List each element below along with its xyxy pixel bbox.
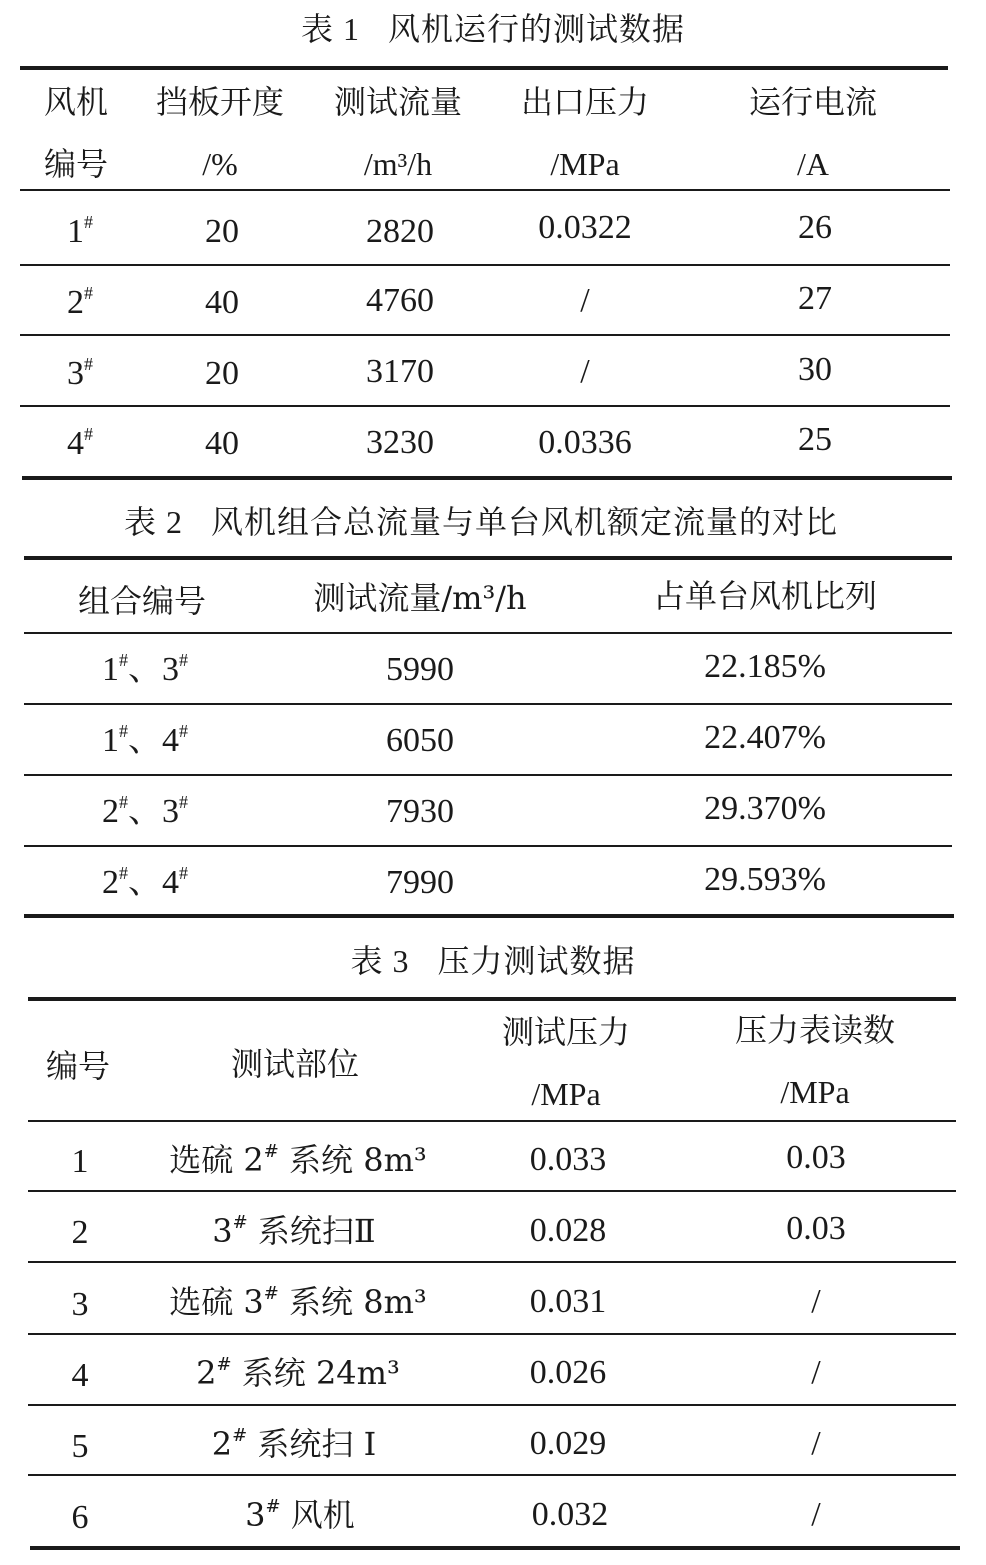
table2-row1-flow: 5990 xyxy=(386,651,454,688)
table1-row4-pressure: 0.0336 xyxy=(538,424,632,461)
table3-row2-gauge: 0.03 xyxy=(786,1210,846,1247)
table1-caption-title: 风机运行的测试数据 xyxy=(388,10,686,48)
table1-header-2-line2: /% xyxy=(202,146,238,182)
table1-row1-flow: 2820 xyxy=(366,213,434,250)
table1-header-5-line1: 运行电流 xyxy=(748,83,878,121)
table3-row2-no: 2 xyxy=(71,1214,89,1251)
table3-row2-test-pressure: 0.028 xyxy=(529,1212,607,1249)
table2-bottom-rule xyxy=(24,914,954,918)
table1-header-1-line2: 编号 xyxy=(43,145,109,183)
table3-row-rule xyxy=(28,1261,956,1263)
table3-row4-location: 2# 系统 24m³ xyxy=(196,1354,400,1392)
table2-row1-ratio: 22.185% xyxy=(704,648,826,685)
table3-row1-no: 1 xyxy=(71,1143,89,1180)
table1-caption-number: 表 1 xyxy=(300,11,360,47)
table1-row3-damper: 20 xyxy=(205,355,239,392)
table3-row5-gauge: / xyxy=(811,1425,821,1462)
table2-row3-combo: 2#、3# xyxy=(102,792,188,830)
table1-row1-pressure: 0.0322 xyxy=(538,209,632,246)
table3-row3-gauge: / xyxy=(811,1283,821,1320)
table3-top-rule xyxy=(28,997,956,1001)
table3-row1-test-pressure: 0.033 xyxy=(529,1141,607,1178)
table1-header-4-line2: /MPa xyxy=(550,146,620,182)
table2-row3-ratio: 29.370% xyxy=(704,790,826,827)
table3-row-rule xyxy=(28,1474,956,1476)
table1-row1-current: 26 xyxy=(798,209,832,246)
table3-header-gauge-line1: 压力表读数 xyxy=(734,1011,896,1049)
table3-row6-location: 3# 风机 xyxy=(245,1496,355,1534)
table2-header-flow: 测试流量/m³/h xyxy=(313,579,527,617)
table3-header-test-pressure-line1: 测试压力 xyxy=(501,1013,631,1051)
table2-row-rule xyxy=(24,703,952,705)
table1-row2-current: 27 xyxy=(798,280,832,317)
table2-caption xyxy=(0,497,974,543)
table3-row5-test-pressure: 0.029 xyxy=(529,1425,607,1462)
table3-row1-location: 选硫 2# 系统 8m³ xyxy=(169,1141,427,1179)
table2-row-rule xyxy=(24,774,952,776)
table3-row6-no: 6 xyxy=(71,1499,89,1536)
table1-header-2-line1: 挡板开度 xyxy=(155,83,285,121)
table1-header-5-line2: /A xyxy=(797,146,829,182)
table1-row-rule xyxy=(20,264,950,266)
table3-row3-location: 选硫 3# 系统 8m³ xyxy=(169,1283,427,1321)
table3-header-no: 编号 xyxy=(45,1047,111,1085)
table2-header-combo: 组合编号 xyxy=(77,582,207,620)
table3-row5-location: 2# 系统扫 I xyxy=(211,1425,377,1463)
table3-header-location: 测试部位 xyxy=(230,1045,360,1083)
table1-row4-id: 4# xyxy=(67,424,93,462)
table3-caption xyxy=(0,936,986,982)
table1-row4-current: 25 xyxy=(798,421,832,458)
table2-row2-combo: 1#、4# xyxy=(102,721,188,759)
table3-header-gauge-line2: /MPa xyxy=(780,1074,850,1110)
table2-row1-combo: 1#、3# xyxy=(102,650,188,688)
table1-row3-flow: 3170 xyxy=(366,353,434,390)
table3-row-rule xyxy=(28,1404,956,1406)
table1-header-1-line1: 风机 xyxy=(43,83,109,121)
table3-row6-gauge: / xyxy=(811,1496,821,1533)
table3-row6-test-pressure: 0.032 xyxy=(531,1496,609,1533)
table1-caption xyxy=(0,4,986,50)
table2-row2-flow: 6050 xyxy=(386,722,454,759)
table3-row1-gauge: 0.03 xyxy=(786,1139,846,1176)
table1-header-3-line1: 测试流量 xyxy=(333,83,463,121)
table2-caption-number: 表 2 xyxy=(123,504,183,540)
table2-top-rule xyxy=(24,556,952,560)
table2-row4-combo: 2#、4# xyxy=(102,863,188,901)
table3-row5-no: 5 xyxy=(71,1428,89,1465)
table2-row4-flow: 7990 xyxy=(386,864,454,901)
table3-caption-number: 表 3 xyxy=(350,943,410,979)
table3-row2-location: 3# 系统扫Ⅱ xyxy=(212,1212,376,1250)
table1-row2-damper: 40 xyxy=(205,284,239,321)
table3-row3-no: 3 xyxy=(71,1286,89,1323)
table1-row-rule xyxy=(20,334,950,336)
table1-row4-flow: 3230 xyxy=(366,424,434,461)
table1-header-4-line1: 出口压力 xyxy=(520,83,650,121)
table2-row2-ratio: 22.407% xyxy=(704,719,826,756)
table3-header-rule xyxy=(28,1120,956,1122)
table3-row4-gauge: / xyxy=(811,1354,821,1391)
table3-row4-no: 4 xyxy=(71,1357,89,1394)
table1-row1-id: 1# xyxy=(67,212,93,250)
table2-row-rule xyxy=(24,845,952,847)
table1-row2-flow: 4760 xyxy=(366,282,434,319)
table3-row4-test-pressure: 0.026 xyxy=(529,1354,607,1391)
table3-row-rule xyxy=(28,1190,956,1192)
table3-bottom-rule xyxy=(30,1546,960,1550)
table1-row-rule xyxy=(20,405,950,407)
table1-header-rule xyxy=(20,189,950,191)
table1-bottom-rule xyxy=(22,476,952,480)
table2-header-rule xyxy=(24,632,952,634)
table1-row3-pressure: / xyxy=(580,353,590,390)
table2-row3-flow: 7930 xyxy=(386,793,454,830)
table1-row3-id: 3# xyxy=(67,354,93,392)
table1-row4-damper: 40 xyxy=(205,425,239,462)
table3-row3-test-pressure: 0.031 xyxy=(529,1283,607,1320)
table3-caption-title: 压力测试数据 xyxy=(437,942,636,980)
table2-header-ratio: 占单台风机比列 xyxy=(652,577,878,615)
table3-header-test-pressure-line2: /MPa xyxy=(531,1076,601,1112)
table1-row1-damper: 20 xyxy=(205,213,239,250)
table2-caption-title: 风机组合总流量与单台风机额定流量的对比 xyxy=(211,503,839,541)
table1-row3-current: 30 xyxy=(798,351,832,388)
table1-top-rule xyxy=(20,66,948,70)
table1-row2-id: 2# xyxy=(67,283,93,321)
table1-header-3-line2: /m³/h xyxy=(363,146,433,182)
table2-row4-ratio: 29.593% xyxy=(704,861,826,898)
table3-row-rule xyxy=(28,1333,956,1335)
table1-row2-pressure: / xyxy=(580,282,590,319)
